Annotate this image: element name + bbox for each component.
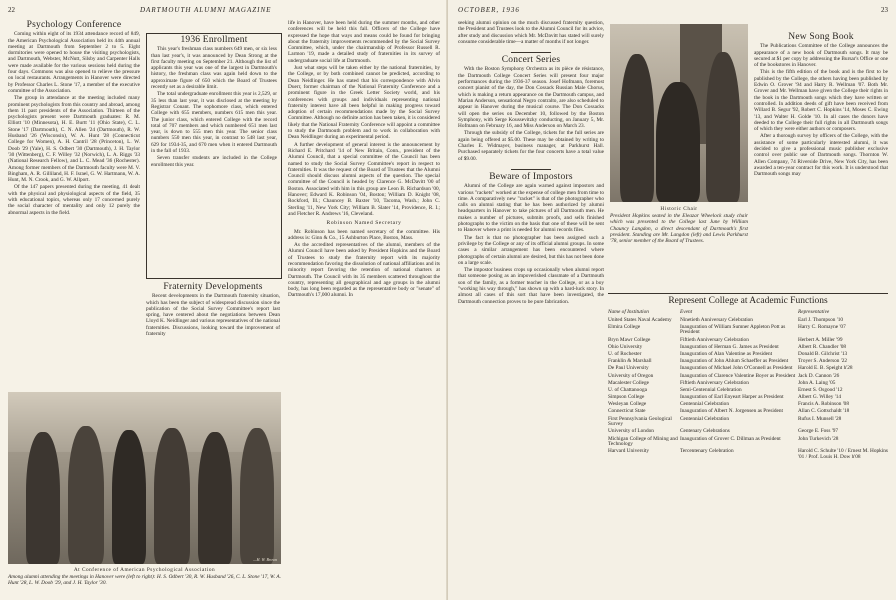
page-number-left: 22 [8, 6, 15, 14]
representative-cell: Jack D. Cannon '26 [798, 372, 840, 379]
group-photo-caption-title: At Conference of American Psychological Association [73, 567, 216, 573]
institution-cell: First Pennsylvania Geological Survey [608, 415, 672, 428]
event-cell: Fiftieth Anniversary Celebration [680, 379, 749, 386]
column-fraternity [146, 282, 280, 394]
table-body [608, 318, 890, 463]
table-row [608, 449, 890, 462]
psychology-paragraph-2: The group in attendance at the meeting included many prominent psychologists from this country and abroad, among them 11 past presidents of the Association. Thirteen of the psychologists present were Dartmouth graduates: R. M. Elliott '10 (Minnesota), H. E. Burtt '11 (Ohio State), C. L. Stone '17 (Dartmouth), C. N. Allen '24 (Dartmouth), R. W. Husband '26 (Wisconsin), W. A. Hunt '28 (Connecticut College for Women), A. H. Cantril '28 (Princeton), L. W. Doob '29 (Yale), H. S. Odbert '30 (Dartmouth), J. H. Taylor '30 (Wittenberg), C. F. Willey '32 (Norwich), L. A. Riggs '33 (National Research Fellow), and L. C. Mead '36 (Rochester). Among former members of the Dartmouth faculty were M. V. Bingham, A. R. Gilliland, H. F. Israel, G. W. Hartmann, W. A. Hunt, M. N. Crook, and G. W. Allport. [8, 95, 140, 184]
fraternity-continued-3: A further development of general interest is the announcement by Richard E. Pritchard '14 of New Britain, Conn., president of the Alumni Council, that a special committee of the Council has been named to study the Social Survey Committee's report in respect to fraternities. It was the request of the Board of Trustees that the Alumni Council should discuss alumni aspects of the question. The special committee of the Council is headed by Clarence G. McDavitt '00 of Boston. Associated with him in this group are Leon B. Richardson '00, Hanover; Edward K. Robinson '04, Boston; William D. Knight '08, Rockford, Ill.; Chauncey B. Baxter '10, Tacoma, Wash.; John C. Sterling '11, New York City; William B. Slater '14, Providence, R. I.; and Fletcher R. Andrews '16, Cleveland. [288, 141, 440, 217]
robinson-paragraph-2: As the accredited representatives of the alumni, members of the Alumni Council have been asked by President Hopkins and the Board of Trustees to study the fraternity report with its majority recommendation favoring the dissolution of national affiliations and its minority report favoring the retention of national charters at Dartmouth. The Council with its 35 members scattered throughout the country, representing all geographical and age groups in the alumni body, has long been regarded as the representative body or "senate" of Dartmouth's 17,000 alumni. In [288, 242, 440, 299]
institution-cell: Michigan College of Mining and Technology [608, 435, 678, 448]
event-cell: Inauguration of Herman G. James as President [680, 343, 779, 350]
representative-cell: Albert G. Willey '14 [798, 394, 842, 401]
representative-cell: Harold C. Schulte '10 / Ernest M. Hopkins '01 / Prof. Louis H. Dow h'08 [798, 448, 888, 460]
songbook-paragraph-3: After a thorough survey by officers of the College, with the assistance of some particularly interested alumni, it was decided to give a professional music publisher exclusive control over public use of Dartmouth songs. Thornton W. Allen Company, 74 Riverside Drive, New York City, has been awarded a ten-year contract for this work. It is understood that Dartmouth songs may [754, 133, 888, 178]
page-number-right: 23 [881, 6, 888, 14]
column-concert [458, 20, 604, 356]
column-header: Event [680, 309, 693, 315]
fraternity-paragraph-1: Recent developments in the Dartmouth fraternity situation, which has been the subject of widespread discussion since the publication of the Social Survey Committee's report last spring, have centered about the negotiations between Dean Lloyd K. Neidlinger and various representatives of the national fraternities. Discussions, looking toward the improvement of fraternity [146, 293, 280, 338]
event-cell: Ninetieth Anniversary Celebration [680, 316, 753, 323]
institution-cell: U. of Rochester [608, 350, 642, 357]
institution-cell: De Paul University [608, 365, 649, 372]
historic-chair-caption [610, 206, 748, 294]
institution-cell: Simpson College [608, 394, 645, 401]
songbook-heading: New Song Book [788, 32, 854, 42]
enrollment-paragraph-3: Seven transfer students are included in the College enrollment this year. [151, 155, 277, 168]
person-figure [112, 430, 146, 564]
institution-cell: United States Naval Academy [608, 316, 672, 323]
institution-cell: Harvard University [608, 448, 650, 455]
event-cell: Centennial Celebration [680, 401, 729, 408]
event-cell: Inauguration of John Ahlum Schaeffer as President [680, 358, 789, 365]
historic-chair-caption-text: President Hopkins seated in the Eleazar Wheelock study chair which was presented to the College last June by William Chauncy Langdon, a direct descendant of Dartmouth's first president. Standing are Mr. Langdon (left) and Lewis Parkhurst '78, senior member of the Board of Trustees. [610, 213, 748, 245]
person-figure [620, 54, 654, 202]
representatives-table [608, 310, 890, 462]
column-songbook [754, 32, 888, 296]
table-top-rule [608, 293, 888, 294]
fraternity-heading: Fraternity Developments [163, 282, 263, 292]
event-cell: Fiftieth Anniversary Celebration [680, 336, 749, 343]
event-cell: Inauguration of Earl Enyeart Harper as President [680, 394, 784, 401]
representative-cell: Francis A. Robinson '08 [798, 401, 849, 408]
representative-cell: George E. Foss '97 [798, 428, 838, 435]
fraternity-continued-1: life in Hanover, have been held during the summer months, and other conferences will be held this fall. Officers of the College have expressed the hope that ways and means could be found for bringing about the fraternity improvements recommended by the Social Survey Committee, which, under the chairmanship of Professor Russell R. Larmon '19, made a detailed study of fraternities in its survey of undergraduate social life at Dartmouth. [288, 20, 440, 64]
institution-cell: Elmira College [608, 323, 641, 330]
photo-credit: —H. W. Brown [253, 557, 277, 562]
person-figure [240, 428, 274, 564]
event-cell: Semi-Centennial Celebration [680, 386, 742, 393]
person-figure [198, 432, 232, 564]
right-page [448, 0, 896, 600]
robinson-paragraph-1: Mr. Robinson has been named secretary of the committee. His address is: Ginn & Co., 15 Ashburton Place, Boston, Mass. [288, 228, 440, 241]
event-cell: Tercentenary Celebration [680, 448, 734, 455]
event-cell: Centenary Celebrations [680, 428, 730, 435]
concert-paragraph-1: With the Boston Symphony Orchestra as its pièce de résistance, the Dartmouth College Concert Series will present four major performances during the 1936-37 season. Josef Hofmann, foremost concert pianist of the day, the Don Cossack Russian Male Chorus, which is making a return appearance on the Dartmouth campus, and Marian Anderson, sensational Negro contralto, are also scheduled to appear in Hanover during the musical course. The Don Cossacks will open the series on December 10, followed by the Boston Symphony, with Serge Koussevitzky conducting, on January 5, Mr. Hofmann on February 16, and Miss Anderson on March 23. [458, 66, 604, 130]
event-cell: Inauguration of Albert N. Jorgensen as President [680, 408, 784, 415]
column-fraternity-continued [288, 20, 440, 592]
representative-cell: Albert R. Chandler '08 [798, 343, 847, 350]
historic-chair-photo [610, 24, 748, 202]
section-rule [511, 165, 551, 170]
institution-cell: Bryn Mawr College [608, 336, 651, 343]
institution-cell: University of London [608, 428, 654, 435]
table-row [608, 325, 890, 338]
representative-cell: Ernest S. Osgood '12 [798, 386, 843, 393]
event-cell: Inauguration of William Sumner Appleton Pott as President [680, 323, 786, 336]
institution-cell: University of Oregon [608, 372, 654, 379]
psychology-heading: Psychology Conference [26, 20, 122, 30]
person-figure [154, 428, 190, 564]
representative-cell: John Turkevich '28 [798, 435, 839, 442]
enrollment-paragraph-2: The total undergraduate enrollment this year is 2,529, or 35 less than last year, it was disclosed at the meeting by Registrar Conant. The sophomore class, which entered College with 655 members, numbers 615 men this year. The junior class, which entered College with the record total of 707 members and which numbered 651 men last year, is down to 555 men this year. The senior class numbers 550 men this year, in contrast to 548 last year, 629 for 1934-35, and 670 men when it entered Dartmouth in the fall of 1933. [151, 91, 277, 155]
enrollment-box [146, 33, 282, 279]
concert-paragraph-2: Through the subsidy of the College, tickets for the full series are again being offered at $5.00. These may be obtained by writing to Charles E. Widmayer, business manager, at Parkhurst Hall. Purchased separately tickets for the four concerts have a total value of $9.00. [458, 130, 604, 162]
psychology-paragraph-3: Of the 147 papers presented during the meeting, 41 dealt with the physical and physiological aspects of the field, 35 with educational topics, whereas only 17 concerned purely the social character of mentality and only 12 purely the abnormal aspects in the field. [8, 184, 140, 216]
representative-cell: Harold E. B. Speight h'28 [798, 365, 853, 372]
institution-cell: Macalester College [608, 379, 650, 386]
institution-cell: Ohio University [608, 343, 643, 350]
concert-heading: Concert Series [501, 55, 561, 66]
person-figure [706, 52, 740, 202]
historic-chair-caption-title: Historic Chair [660, 206, 698, 212]
songbook-paragraph-2: This is the fifth edition of the book and is the first to be published by the College, the others having been published by Edwin O. Grover '94 and Harry R. Wellman '07. Both Mr. Grover and Mr. Wellman have given the College their rights in the book in the Dartmouth songs which they have written or controlled. In addition deeds of gift have been received from Willard B. Segur '92, Robert C. Hopkins '14, Moses C. Ewing '13, and Walter H. Golde '10. In all cases the donors have deeded to the College their full rights in all Dartmouth songs of which they were either authors or composers. [754, 69, 888, 133]
institution-cell: Wesleyan College [608, 401, 647, 408]
table-row [608, 381, 890, 388]
songbook-paragraph-1: The Publications Committee of the College announces the appearance of a new book of Dartmouth songs. It may be secured at $1 per copy by addressing the Bursar's Office or one of the bookstores in Hanover. [754, 43, 888, 69]
column-psychology [8, 20, 140, 392]
enrollment-heading: 1936 Enrollment [180, 35, 248, 45]
event-cell: Centennial Celebration [680, 415, 729, 422]
representative-cell: John A. Laing '05 [798, 379, 836, 386]
person-figure [68, 426, 104, 564]
psychology-paragraph-1: Coming within eight of its 1934 attendance record of 849, the American Psychological Association held its 44th annual meeting at Dartmouth from September 2 to 5. Eight dormitories were opened to house the visiting psychologists, and Dartmouth, Webster, McNutt, Silsby and Carpenter Halls were made available for the various sessions held during the four days. Commons was also opened to relieve the pressure on local restaurants. Arrangements in Hanover were directed by Professor Charles L. Stone '17, a member of the executive committee of the Association. [8, 31, 140, 94]
enrollment-paragraph-1: This year's freshman class numbers 649 men, or six less than last year's, it was announced by Dean Strong at the first faculty meeting on September 21. Although the list of applicants this year was one of the largest in Dartmouth's history, the freshman class was again held down to the approximate figure of 650 which the Board of Trustees recently set as a desirable limit. [151, 46, 277, 91]
institution-cell: U. of Chattanooga [608, 386, 647, 393]
running-head-right: OCTOBER, 1936 [458, 6, 520, 14]
representative-cell: Herbert A. Miller '99 [798, 336, 843, 343]
representative-cell: Earl J. Thompson '10 [798, 316, 843, 323]
impostors-paragraph-2: The fact is that no photographer has been assigned such a privilege by the College or any of its official alumni groups. In some cases a similar arrangement has been encountered where photographs of certain alumni are desired, but this has not been done on a large scale. [458, 234, 604, 266]
group-photo-caption-text: Among alumni attending the meetings in Hanover were (left to right): H. S. Odbert '30, R. W. Husband '26, C. L. Stone '17, W. A. Hunt '28, L. W. Doob '29, and J. H. Taylor '30. [8, 574, 281, 587]
table-row [608, 374, 890, 381]
event-cell: Inauguration of Grover C. Dillman as President [680, 435, 781, 442]
representative-cell: Troyer S. Anderson '22 [798, 358, 848, 365]
represent-heading: Represent College at Academic Functions [668, 296, 828, 306]
institution-cell: Connecticut State [608, 408, 646, 415]
psychologists-group-photo [8, 392, 281, 564]
robinson-subheading: Robinson Named Secretary [326, 220, 402, 227]
representative-cell: Donald B. Gilchrist '13 [798, 350, 848, 357]
running-head-left: DARTMOUTH ALUMNI MAGAZINE [140, 6, 272, 14]
fraternity-end-paragraph: seeking alumni opinion on the much discussed fraternity question, the President and Trustees look to the Alumni Council for its advice, after study and discussion which Mr. McDavitt has stated will surely consume considerable time—a matter of months if not longer. [458, 20, 604, 45]
event-cell: Inauguration of Michael John O'Connell as President [680, 365, 793, 372]
section-rule [511, 48, 551, 53]
event-cell: Inauguration of Alan Valentine as President [680, 350, 773, 357]
impostors-paragraph-3: The impostor business crops up occasionally when alumni report that someone posing as an impoverished classmate of a Dartmouth son of the family, as a former teacher in the College, or as a boy "working his way through," has shown up with a hard-luck story. In almost all cases of this sort that have been investigated, the Dartmouth connection proves to be pure fabrication. [458, 267, 604, 305]
representative-cell: Harry C. Romayne '07 [798, 323, 846, 330]
institution-cell: Franklin & Marshall [608, 358, 652, 365]
group-photo-caption [8, 567, 281, 587]
representative-cell: Allan C. Gottschaldt '18 [798, 408, 850, 415]
impostors-paragraph-1: Alumni of the College are again warned against impostors and various "rackets" worked at the expense of college men from time to time. A comparatively new "racket" is that of the photographer who calls on alumni stating that he has been authorized by alumni headquarters in Hanover to take pictures of all Dartmouth men. He makes a number of pictures, submits proofs, and sells finished photographs to the victim on the basis that one of these will be sent to Hanover where a print is needed for alumni records files. [458, 183, 604, 234]
column-header: Name of Institution [608, 309, 649, 315]
person-figure [26, 432, 60, 564]
fraternity-continued-2: Just what steps will be taken either by the national fraternities, by the College, or by both combined cannot be predicted, according to Dean Neidlinger. He has stated that his correspondence with Alvin Duerr, former chairman of the National Fraternity Conference and a prominent figure in the Greek Letter Society world, and his conferences with groups and individuals representing national fraternity interest have all been helpful in making progress toward adoption of certain recommendations made by the Social Survey Committee. Although no definite action has been taken, it is considered likely that the National Fraternity Conference will appoint a committee to study the Dartmouth problem and to work in collaboration with Dean Neidlinger during an experimental period. [288, 65, 440, 141]
representative-cell: Rufus I. Munsell '28 [798, 415, 842, 422]
column-header: Representative [798, 309, 830, 315]
impostors-heading: Beware of Impostors [489, 171, 573, 182]
event-cell: Inauguration of Clarence Valentine Boyer as President [680, 372, 796, 379]
person-seated-figure [656, 82, 700, 202]
